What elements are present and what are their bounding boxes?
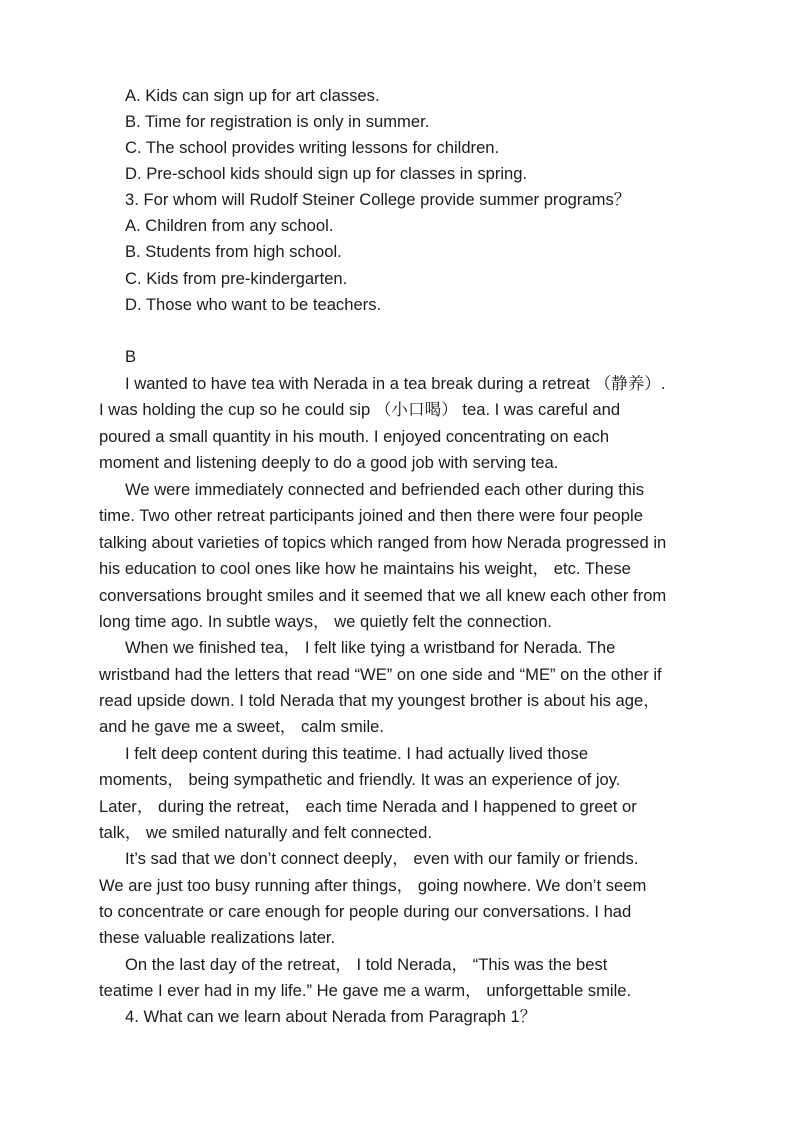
passage-line: We were immediately connected and befriended each other during this bbox=[125, 480, 645, 499]
passage-line: conversations brought smiles and it seemed that we all knew each other from bbox=[99, 586, 667, 605]
passage-line: teatime I ever had in my life.” He gave me a warm， unforgettable smile. bbox=[99, 981, 632, 1000]
q3-option-b: B. Students from high school. bbox=[125, 242, 342, 261]
q3-option-c: C. Kids from pre-kindergarten. bbox=[125, 269, 348, 288]
passage-line: talk， we smiled naturally and felt connected. bbox=[99, 823, 432, 842]
passage-line: these valuable realizations later. bbox=[99, 928, 336, 947]
q2-option-d: D. Pre-school kids should sign up for classes in spring. bbox=[125, 164, 528, 183]
passage-line: moment and listening deeply to do a good job with serving tea. bbox=[99, 453, 559, 472]
passage-line: talking about varieties of topics which ranged from how Nerada progressed in bbox=[99, 533, 667, 552]
passage-line: wristband had the letters that read “WE” on one side and “ME” on the other if bbox=[99, 665, 662, 684]
q3-option-d: D. Those who want to be teachers. bbox=[125, 295, 382, 314]
question-3: 3. For whom will Rudolf Steiner College provide summer programs？ bbox=[125, 190, 631, 209]
passage-line: I wanted to have tea with Nerada in a tea break during a retreat （静养）. bbox=[125, 374, 666, 393]
passage-line: I felt deep content during this teatime. I had actually lived those bbox=[125, 744, 589, 763]
q2-option-c: C. The school provides writing lessons for children. bbox=[125, 138, 500, 157]
passage-line: On the last day of the retreat， I told Nerada， “This was the best bbox=[125, 955, 608, 974]
passage-line: I was holding the cup so he could sip （小口喝） tea. I was careful and bbox=[99, 400, 621, 419]
section-label: B bbox=[125, 347, 137, 366]
q3-option-a: A. Children from any school. bbox=[125, 216, 334, 235]
passage-line: long time ago. In subtle ways， we quietly felt the connection. bbox=[99, 612, 552, 631]
passage-line: time. Two other retreat participants joined and then there were four people bbox=[99, 506, 643, 525]
passage-line: It’s sad that we don’t connect deeply， even with our family or friends. bbox=[125, 849, 639, 868]
q2-option-b: B. Time for registration is only in summer. bbox=[125, 112, 430, 131]
question-4: 4. What can we learn about Nerada from Paragraph 1？ bbox=[125, 1007, 537, 1026]
passage-line: to concentrate or care enough for people during our conversations. I had bbox=[99, 902, 632, 921]
passage-line: read upside down. I told Nerada that my youngest brother is about his age， bbox=[99, 691, 660, 710]
passage-line: Later， during the retreat， each time Nerada and I happened to greet or bbox=[99, 797, 637, 816]
passage-line: When we finished tea， I felt like tying a wristband for Nerada. The bbox=[125, 638, 616, 657]
passage-line: and he gave me a sweet， calm smile. bbox=[99, 717, 384, 736]
passage-line: his education to cool ones like how he maintains his weight， etc. These bbox=[99, 559, 631, 578]
passage-line: poured a small quantity in his mouth. I enjoyed concentrating on each bbox=[99, 427, 610, 446]
passage-line: We are just too busy running after things， going nowhere. We don’t seem bbox=[99, 876, 647, 895]
q2-option-a: A. Kids can sign up for art classes. bbox=[125, 86, 380, 105]
passage-line: moments， being sympathetic and friendly. It was an experience of joy. bbox=[99, 770, 621, 789]
